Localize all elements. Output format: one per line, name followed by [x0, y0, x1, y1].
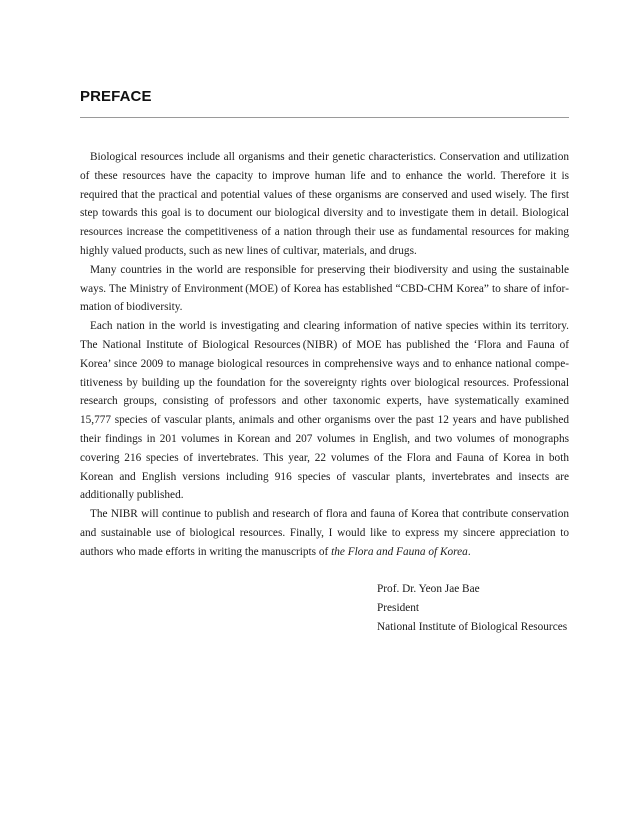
page-title: PREFACE: [80, 88, 152, 105]
paragraph-4-end: .: [467, 545, 471, 558]
signature-name: Prof. Dr. Yeon Jae Bae: [377, 583, 480, 595]
signature-title: President: [377, 602, 420, 614]
signature-organization: National Institute of Biological Resources: [377, 621, 568, 633]
preface-body: [80, 148, 569, 562]
paragraph-3: Each nation in the world is investigating and clearing information of native species within its territory. The National Institute of Biological Resources (NIBR) of MOE has published the ‘Flora and Fauna of Korea’ since 2009 to manage biological resources in comprehensive ways and to enhance national competitiveness by building up the foundation for the sovereignty rights over biological resources. Professional research groups, consisting of professors and other taxonomic experts, have systematically examined 15,777 species of vascular plants, animals and other organisms over the past 12 years and have published their findings in 201 volumes in Korean and 207 volumes in English, and two volumes of monographs covering 216 species of invertebrates. This year, 22 volumes of the Flora and Fauna of Korea in both Korean and English versions including 916 species of vascular plants, invertebrates and insects are additionally published.: [80, 320, 569, 502]
paragraph-4-text: The NIBR will continue to publish and research of flora and fauna of Korea that contribute conservation and sustainable use of biological resources. Finally, I would like to express my sincere appreciation to authors who made efforts in writing the manuscripts of: [80, 508, 569, 558]
paragraph-2: Many countries in the world are responsible for preserving their biodiversity and using the sustainable ways. The Ministry of Environment (MOE) of Korea has established “CBD-CHM Korea” to share of information of biodiversity.: [80, 263, 569, 314]
paragraph-4: [80, 505, 569, 561]
signature-block: [377, 580, 567, 637]
paragraph-1: Biological resources include all organisms and their genetic characteristics. Conservation and utilization of these resources have the capacity to improve human life and to enhance the world. Therefore it is required that the practical and potential values of these organisms are conserved and used wisely. The first step towards this goal is to document our biological diversity and to investigate them in detail. Biological resources increase the competitiveness of a nation through their use as fundamental resources for making highly valued products, such as new lines of cultivar, materials, and drugs.: [80, 151, 569, 257]
book-title-italic: the Flora and Fauna of Korea: [331, 545, 468, 558]
title-divider: [80, 117, 569, 118]
